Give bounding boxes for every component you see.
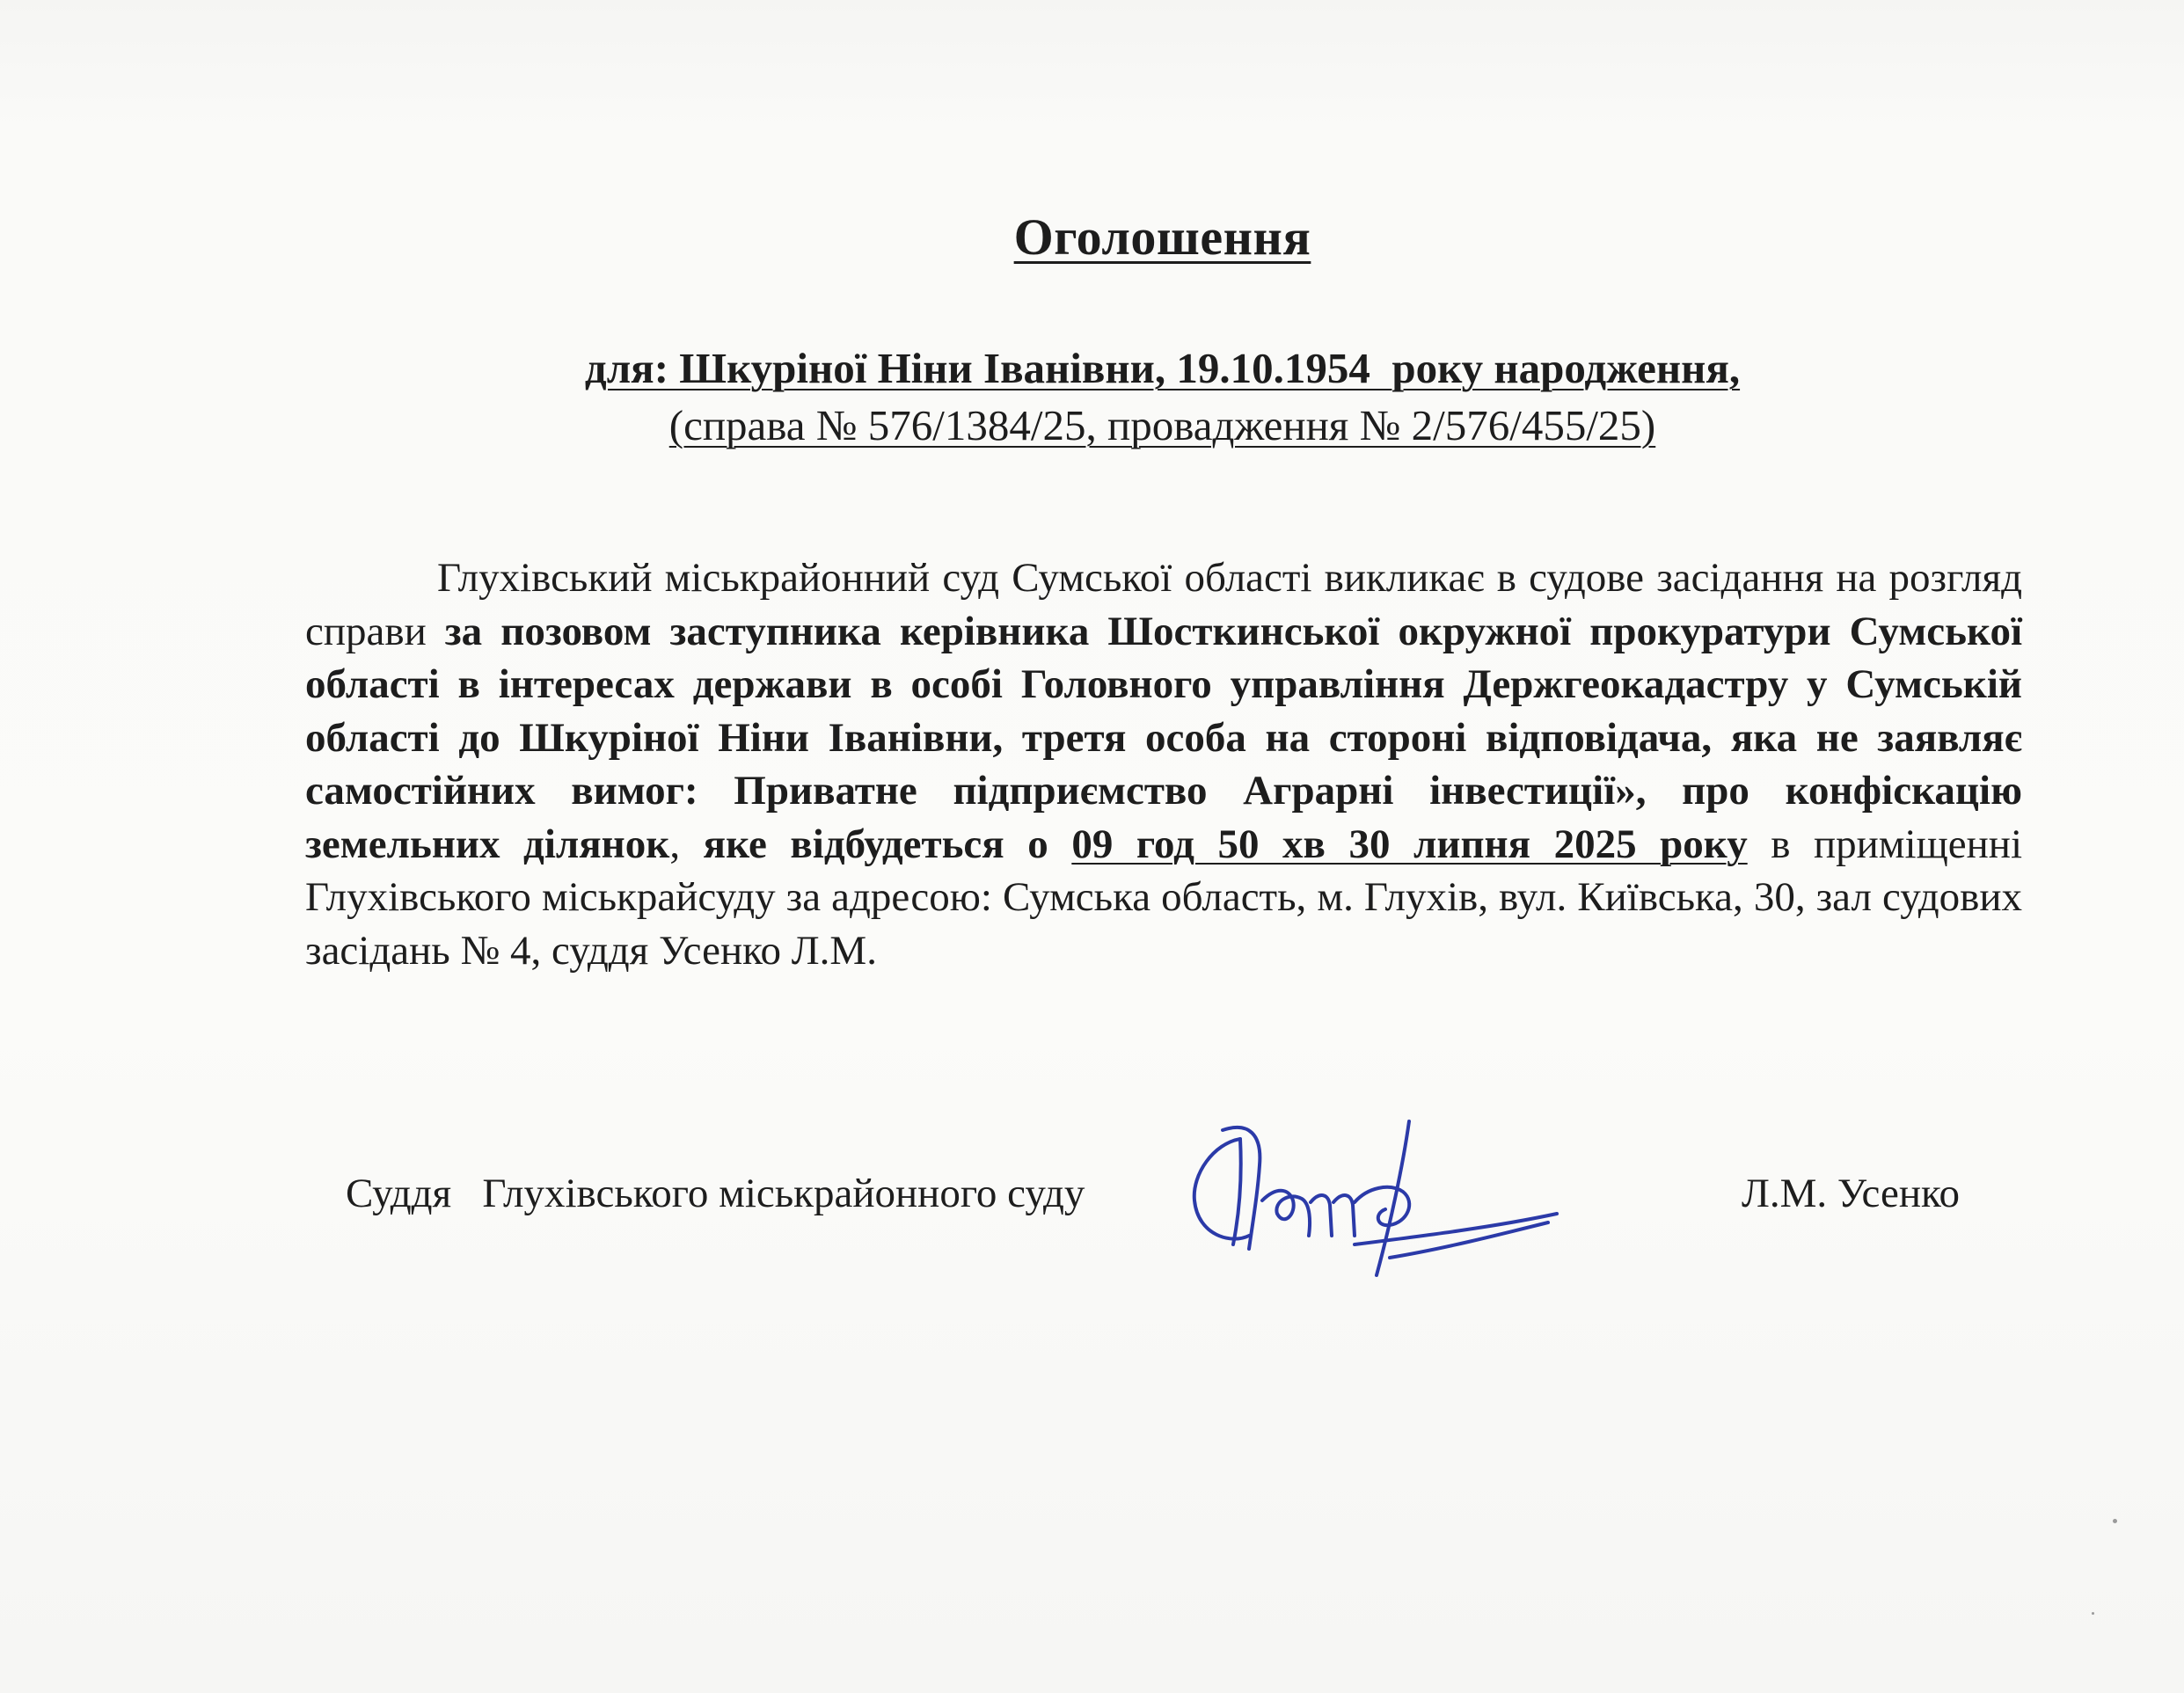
body-location: в приміщенні Глухівського міськрайсуду за адресою: Сумська область, м. Глухів, вул. Київська, 30, зал судових засідань № 4, суддя Усенко Л.М. — [305, 821, 2023, 974]
paper-speck — [2092, 1612, 2094, 1615]
document-title: Оголошення — [1013, 208, 1311, 266]
judge-name: Л.М. Усенко — [1742, 1171, 1960, 1216]
case-reference: (справа № 576/1384/25, провадження № 2/576/455/25) — [668, 401, 1656, 449]
paper-speck — [2113, 1519, 2117, 1523]
signature-row — [0, 1170, 2184, 1249]
body-hearing-intro: яке відбудеться о — [703, 821, 1072, 867]
hearing-datetime: 09 год 50 хв 30 липня 2025 року — [1071, 821, 1748, 867]
announcement-body — [305, 551, 2022, 977]
body-claim: за позовом заступника керівника Шосткинської окружної прокуратури Сумської області в інтересах держави в особі Головного управління Держгеокадастру у Сумській області до Шкуріної Ніни Іванівни, третя особа на стороні відповідача, яка не заявляє самостійних вимог: Приватне підприємство Аграрні інвестиції», про конфіскацію земельних ділянок — [305, 608, 2022, 867]
handwritten-signature — [1179, 1104, 1574, 1306]
body-separator: , — [669, 821, 704, 867]
body-intro: Глухівський міськрайонний суд Сумської області викликає в судове засідання на розгляд справи — [305, 555, 2022, 654]
recipient-line: для: Шкуріної Ніни Іванівни, 19.10.1954 року народження, — [584, 344, 1741, 392]
judge-position: Суддя Глухівського міськрайонного суду — [346, 1171, 1085, 1216]
